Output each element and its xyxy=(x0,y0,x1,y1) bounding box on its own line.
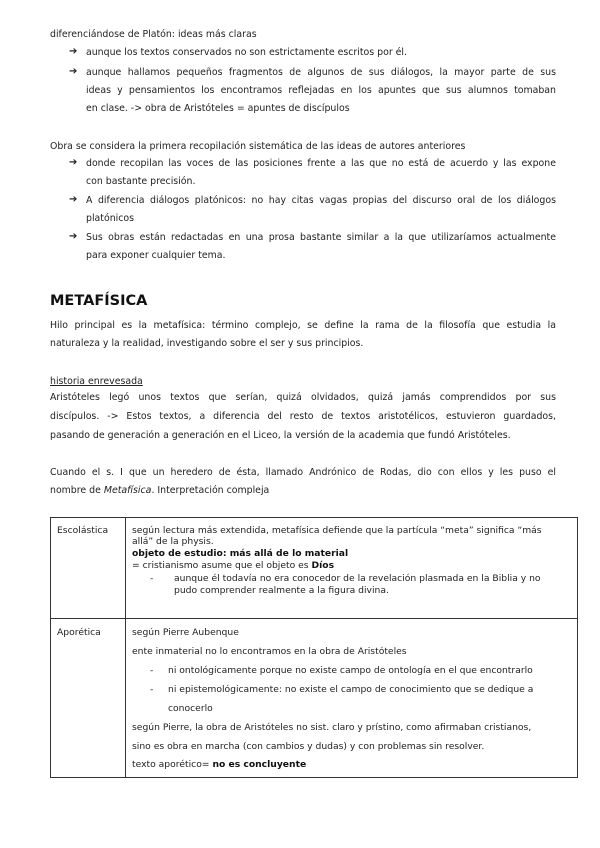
cell-line: sino es obra en marcha (con cambios y dudas) y con problemas sin resolver. xyxy=(132,741,485,752)
bullet-text: aunque hallamos pequeños fragmentos de algunos de sus diálogos, la mayor parte de sus xyxy=(86,67,556,78)
row-label-escolastica: Escolástica xyxy=(57,525,109,536)
subheading xyxy=(50,376,556,387)
bullet-text: aunque los textos conservados no son estrictamente escritos por él. xyxy=(86,47,408,58)
cell-line: allá” de la physis. xyxy=(132,536,214,547)
bullet-text: donde recopilan las voces de las posiciones frente a las que no está de acuerdo y las expone xyxy=(86,158,556,169)
cell-line: conocerlo xyxy=(168,703,213,714)
obra-line: Obra se considera la primera recopilación sistemática de las ideas de autores anteriores xyxy=(50,141,466,152)
intro-line: diferenciándose de Platón: ideas más claras xyxy=(50,29,257,40)
section-heading: METAFÍSICA xyxy=(50,293,148,309)
subheading-text: historia enrevesada xyxy=(50,376,143,387)
bullet-text: Sus obras están redactadas en una prosa bastante similar a la que utilizaríamos actualmente xyxy=(86,232,556,243)
bold-text: objeto de estudio: más allá de lo material xyxy=(132,548,349,559)
table-cell-content xyxy=(126,518,578,619)
interpretation-table xyxy=(50,517,578,778)
text-run: texto aporético= xyxy=(132,759,213,770)
text-run: nombre de xyxy=(50,485,104,496)
arrow-icon: ➔ xyxy=(69,46,78,57)
paragraph-line: naturaleza y la realidad, investigando sobre el ser y sus principios. xyxy=(50,338,364,349)
arrow-icon: ➔ xyxy=(69,194,78,205)
cell-line: según Pierre Aubenque xyxy=(132,627,239,638)
bullet-text: para exponer cualquier tema. xyxy=(86,250,226,261)
paragraph-line: discípulos. -> Estos textos, a diferencia del resto de textos aristotélicos, estuvieron guardados, xyxy=(50,411,556,422)
paragraph-line: Aristóteles legó unos textos que serían, quizá olvidados, quizá jamás comprendidos por sus xyxy=(50,392,556,403)
table-cell-content xyxy=(126,619,578,778)
arrow-icon: ➔ xyxy=(69,157,78,168)
arrow-icon: ➔ xyxy=(69,231,78,242)
cell-line xyxy=(132,759,306,770)
cell-line: ni ontológicamente porque no existe campo de ontología en el que encontrarlo xyxy=(168,665,533,676)
bullet-text: ideas y pensamientos los encontramos reflejadas en los apuntes que sus alumnos tomaban xyxy=(86,85,556,96)
table-cell-label xyxy=(51,619,126,778)
paragraph-line: Cuando el s. I que un heredero de ésta, llamado Andrónico de Rodas, dio con ellos y les puso el xyxy=(50,467,556,478)
dash-bullet: - xyxy=(150,684,154,695)
table-row xyxy=(51,619,578,778)
bold-text: Díos xyxy=(311,560,335,571)
text-run: . Interpretación compleja xyxy=(151,485,270,496)
bullet-text: A diferencia diálogos platónicos: no hay citas vagas propias del discurso oral de los diálogos xyxy=(86,195,556,206)
cell-line xyxy=(132,560,334,571)
arrow-icon: ➔ xyxy=(69,66,78,77)
paragraph-line: Hilo principal es la metafísica: término complejo, se define la rama de la filosofía que estudia la xyxy=(50,320,556,331)
text-run: = cristianismo asume que el objeto es xyxy=(132,560,312,571)
cell-line: ni epistemológicamente: no existe el campo de conocimiento que se dedique a xyxy=(168,684,534,695)
cell-line: según lectura más extendida, metafísica defiende que la partícula “meta” significa “más xyxy=(132,525,542,536)
dash-bullet: - xyxy=(150,573,154,584)
cell-line: ente inmaterial no lo encontramos en la obra de Aristóteles xyxy=(132,646,407,657)
bullet-text: en clase. -> obra de Aristóteles = apuntes de discípulos xyxy=(86,103,350,114)
row-label-aporetica: Aporética xyxy=(57,627,101,638)
title-italic: Metafísica xyxy=(103,485,152,496)
bold-text: no es concluyente xyxy=(212,759,307,770)
bullet-text: con bastante precisión. xyxy=(86,176,196,187)
cell-line: pudo comprender realmente a la figura divina. xyxy=(174,585,389,596)
cell-line: aunque él todavía no era conocedor de la revelación plasmada en la Biblia y no xyxy=(174,573,541,584)
cell-line: según Pierre, la obra de Aristóteles no sist. claro y prístino, como afirmaban cristianos, xyxy=(132,722,532,733)
table-row xyxy=(51,518,578,619)
table-cell-label xyxy=(51,518,126,619)
paragraph-line xyxy=(50,485,556,496)
paragraph-line: pasando de generación a generación en el Liceo, la versión de la academia que fundó Aristóteles. xyxy=(50,430,511,441)
dash-bullet: - xyxy=(150,665,154,676)
bullet-text: platónicos xyxy=(86,213,135,224)
cell-line xyxy=(132,548,348,559)
